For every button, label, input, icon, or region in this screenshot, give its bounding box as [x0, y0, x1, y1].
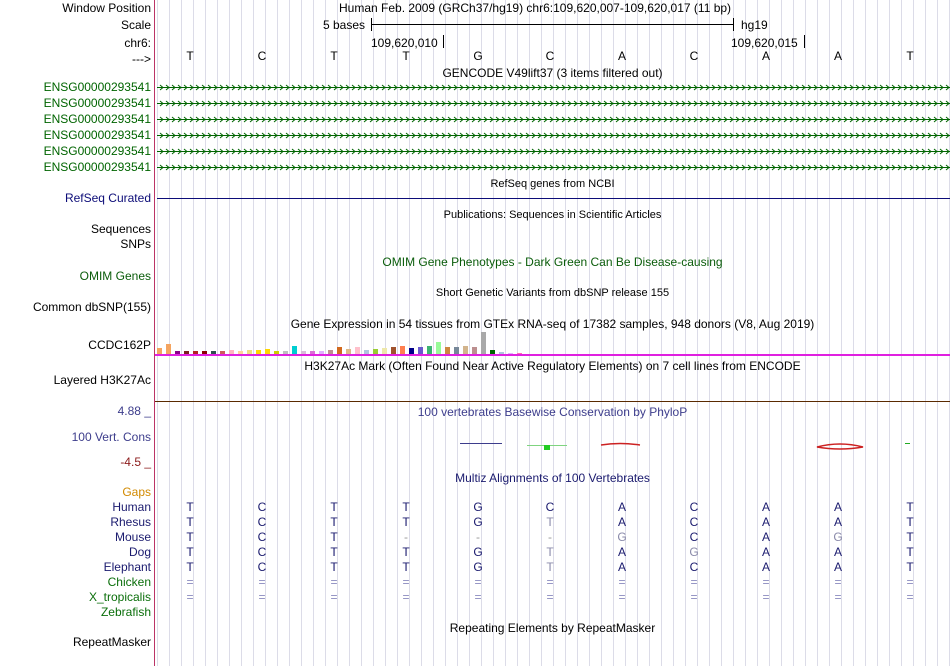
alignment-base: A	[617, 545, 626, 559]
alignment-base: T	[402, 545, 410, 559]
alignment-base: T	[330, 530, 338, 544]
alignment-base: T	[186, 500, 194, 514]
alignment-base: =	[690, 575, 698, 589]
cons-track-title[interactable]: 100 vertebrates Basewise Conservation by PhyloP	[417, 405, 688, 419]
strand-arrow-label: --->	[132, 52, 151, 66]
dbsnp-track-label[interactable]: Common dbSNP(155)	[32, 300, 151, 314]
alignment-base: T	[906, 515, 914, 529]
gtex-gene-label[interactable]: CCDC162P	[88, 338, 151, 352]
gtex-tissue-bar[interactable]	[436, 342, 441, 354]
alignment-base: =	[330, 575, 338, 589]
alignment-base: =	[474, 590, 482, 604]
alignment-base: A	[761, 500, 770, 514]
coord-left: 109,620,010	[371, 36, 438, 50]
species-label[interactable]: Dog	[128, 545, 151, 559]
alignment-base: =	[546, 575, 554, 589]
scale-bar-left-tick	[371, 18, 372, 31]
alignment-base: C	[545, 500, 555, 514]
coord-left-tick	[443, 35, 444, 48]
alignment-base: =	[402, 590, 410, 604]
gencode-track-title[interactable]: GENCODE V49lift37 (3 items filtered out)	[442, 66, 663, 80]
alignment-base: =	[906, 575, 914, 589]
alignment-base: T	[402, 515, 410, 529]
gtex-tissue-bar[interactable]	[427, 346, 432, 354]
publications-track-label[interactable]: Sequences	[90, 222, 151, 236]
alignment-base: C	[689, 515, 699, 529]
h3k27ac-baseline	[155, 401, 950, 402]
alignment-base: A	[833, 545, 842, 559]
gencode-transcript-label[interactable]: ENSG00000293541	[43, 128, 151, 142]
alignment-base: A	[617, 560, 626, 574]
alignment-base: T	[186, 545, 194, 559]
gencode-transcript-line[interactable]	[157, 147, 950, 156]
alignment-base: T	[186, 515, 194, 529]
alignment-base: A	[617, 515, 626, 529]
alignment-base: =	[618, 590, 626, 604]
alignment-base: =	[762, 575, 770, 589]
gtex-tissue-bar[interactable]	[337, 347, 342, 354]
alignment-base: T	[186, 560, 194, 574]
alignment-base: T	[330, 545, 338, 559]
repeatmasker-track-title[interactable]: Repeating Elements by RepeatMasker	[449, 621, 656, 635]
cons-max-label: 4.88 _	[117, 404, 151, 418]
alignment-base: T	[906, 500, 914, 514]
alignment-base: A	[833, 560, 842, 574]
gtex-tissue-bar[interactable]	[454, 347, 459, 354]
base-cell: C	[545, 49, 555, 63]
chrom-label: chr6:	[124, 36, 151, 50]
alignment-base: T	[546, 560, 554, 574]
alignment-base: =	[834, 575, 842, 589]
alignment-base: G	[473, 515, 483, 529]
snps-track-label[interactable]: SNPs	[120, 237, 151, 251]
base-cell: C	[257, 49, 267, 63]
base-cell: A	[833, 49, 842, 63]
alignment-base: C	[257, 515, 267, 529]
h3k27ac-track-title[interactable]: H3K27Ac Mark (Often Found Near Active Regulatory Elements) on 7 cell lines from ENCODE	[304, 359, 801, 373]
base-cell: T	[186, 49, 194, 63]
alignment-base: C	[689, 500, 699, 514]
alignment-base: =	[762, 590, 770, 604]
scale-label: Scale	[120, 18, 151, 32]
alignment-base: G	[689, 545, 699, 559]
base-cell: C	[689, 49, 699, 63]
gtex-gene-line	[155, 354, 950, 356]
gencode-transcript-label[interactable]: ENSG00000293541	[43, 112, 151, 126]
base-cell: T	[330, 49, 338, 63]
gencode-transcript-label[interactable]: ENSG00000293541	[43, 144, 151, 158]
alignment-base: =	[402, 575, 410, 589]
alignment-base: T	[906, 545, 914, 559]
base-cell: A	[761, 49, 770, 63]
alignment-base: C	[689, 530, 699, 544]
dbsnp-track-title[interactable]: Short Genetic Variants from dbSNP release 155	[435, 287, 670, 299]
gencode-transcript-line[interactable]	[157, 163, 950, 172]
base-cell: A	[617, 49, 626, 63]
window-position-label: Window Position	[62, 1, 151, 15]
alignment-base: =	[186, 575, 194, 589]
alignment-base: =	[258, 575, 266, 589]
scale-bar	[371, 24, 733, 25]
alignment-base: =	[186, 590, 194, 604]
base-cell: T	[402, 49, 410, 63]
species-label[interactable]: Elephant	[103, 560, 151, 574]
omim-track-title[interactable]: OMIM Gene Phenotypes - Dark Green Can Be Disease-causing	[382, 255, 723, 269]
alignment-base: =	[546, 590, 554, 604]
cons-wiggle	[155, 436, 950, 456]
species-label[interactable]: Human	[112, 500, 151, 514]
gencode-transcript-line[interactable]	[157, 131, 950, 140]
cons-min-label: -4.5 _	[120, 455, 151, 469]
species-label[interactable]: Zebrafish	[100, 605, 151, 619]
species-label[interactable]: Chicken	[107, 575, 151, 589]
repeatmasker-track-label[interactable]: RepeatMasker	[72, 635, 151, 649]
gencode-transcript-label[interactable]: ENSG00000293541	[43, 96, 151, 110]
alignment-base: C	[257, 560, 267, 574]
gtex-tissue-bar[interactable]	[472, 347, 477, 354]
multiz-track-title[interactable]: Multiz Alignments of 100 Vertebrates	[455, 471, 650, 485]
alignment-base: =	[618, 575, 626, 589]
coord-right: 109,620,015	[731, 36, 798, 50]
alignment-base: A	[761, 515, 770, 529]
base-cell: T	[906, 49, 914, 63]
alignment-base: G	[473, 545, 483, 559]
alignment-base: A	[833, 515, 842, 529]
h3k27ac-track-label[interactable]: Layered H3K27Ac	[53, 373, 151, 387]
alignment-base: T	[402, 500, 410, 514]
scale-assembly-label: hg19	[741, 18, 768, 32]
alignment-base: T	[906, 560, 914, 574]
alignment-base: A	[617, 500, 626, 514]
alignment-base: G	[473, 560, 483, 574]
alignment-base: A	[761, 530, 770, 544]
gtex-tissue-bar[interactable]	[166, 344, 171, 354]
species-label[interactable]: X_tropicalis	[88, 590, 151, 604]
alignment-base: C	[257, 500, 267, 514]
gencode-transcript-line[interactable]	[157, 83, 950, 92]
gencode-transcript-label[interactable]: ENSG00000293541	[43, 160, 151, 174]
refseq-gene-line[interactable]	[157, 198, 950, 199]
track-label-panel	[0, 0, 154, 666]
alignment-base: T	[330, 500, 338, 514]
alignment-base: =	[690, 590, 698, 604]
alignment-base: G	[617, 530, 627, 544]
gtex-tissue-bar[interactable]	[391, 347, 396, 354]
alignment-base: =	[474, 575, 482, 589]
gtex-tissue-bar[interactable]	[400, 346, 405, 354]
alignment-base: T	[402, 560, 410, 574]
alignment-base: =	[906, 590, 914, 604]
gaps-label: Gaps	[122, 485, 151, 499]
publications-track-title[interactable]: Publications: Sequences in Scientific Articles	[443, 209, 662, 221]
gencode-transcript-line[interactable]	[157, 115, 950, 124]
gtex-tissue-bar[interactable]	[355, 347, 360, 354]
alignment-base: G	[473, 500, 483, 514]
alignment-base: -	[548, 530, 552, 544]
assembly-position-title: Human Feb. 2009 (GRCh37/hg19) chr6:109,620,007-109,620,017 (11 bp)	[339, 1, 732, 15]
coord-right-tick	[804, 35, 805, 48]
alignment-base: T	[330, 560, 338, 574]
alignment-base: T	[330, 515, 338, 529]
alignment-base: C	[257, 545, 267, 559]
alignment-base: T	[546, 515, 554, 529]
gencode-transcript-line[interactable]	[157, 99, 950, 108]
alignment-base: =	[258, 590, 266, 604]
gtex-tissue-bar[interactable]	[418, 347, 423, 354]
scale-bases-text: 5 bases	[323, 18, 366, 32]
scale-bar-right-tick	[733, 18, 734, 31]
alignment-base: T	[906, 530, 914, 544]
gtex-tissue-bar[interactable]	[463, 346, 468, 354]
gtex-tissue-bar[interactable]	[481, 332, 486, 354]
gencode-transcript-label[interactable]: ENSG00000293541	[43, 80, 151, 94]
alignment-base: =	[330, 590, 338, 604]
gtex-tissue-bar[interactable]	[292, 346, 297, 354]
base-cell: G	[473, 49, 483, 63]
alignment-base: A	[761, 545, 770, 559]
omim-track-label[interactable]: OMIM Genes	[79, 269, 151, 283]
cons-track-label[interactable]: 100 Vert. Cons	[71, 430, 151, 444]
alignment-base: -	[404, 530, 408, 544]
refseq-track-title[interactable]: RefSeq genes from NCBI	[490, 178, 615, 190]
refseq-track-label[interactable]: RefSeq Curated	[64, 191, 151, 205]
gtex-tissue-bar[interactable]	[445, 347, 450, 354]
alignment-base: T	[546, 545, 554, 559]
alignment-base: A	[761, 560, 770, 574]
species-label[interactable]: Mouse	[114, 530, 151, 544]
alignment-base: C	[689, 560, 699, 574]
alignment-base: A	[833, 500, 842, 514]
alignment-base: T	[186, 530, 194, 544]
species-label[interactable]: Rhesus	[110, 515, 151, 529]
gtex-track-title[interactable]: Gene Expression in 54 tissues from GTEx RNA-seq of 17382 samples, 948 donors (V8, Aug 2019)	[290, 317, 815, 331]
alignment-base: -	[476, 530, 480, 544]
alignment-base: =	[834, 590, 842, 604]
alignment-base: C	[257, 530, 267, 544]
alignment-base: G	[833, 530, 843, 544]
